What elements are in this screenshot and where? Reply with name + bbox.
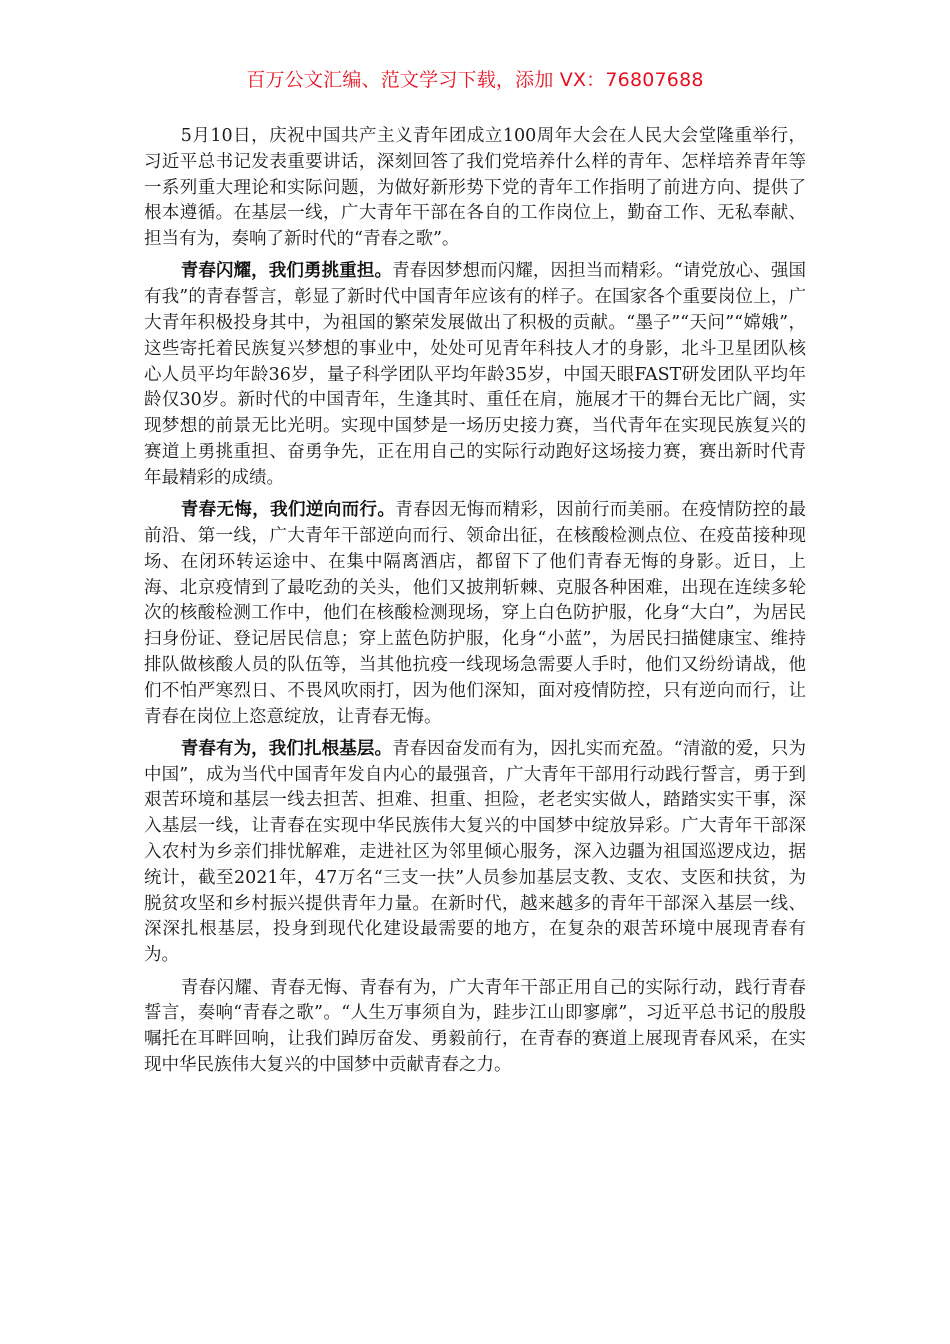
paragraph-lead: 青春无悔，我们逆向而行。 [180, 500, 396, 521]
paragraph-youth-shining [144, 259, 806, 491]
paragraph-conclusion [144, 976, 806, 1079]
document-body [144, 124, 806, 1085]
paragraph-lead: 青春闪耀，我们勇挑重担。 [180, 261, 393, 282]
paragraph-text: 青春闪耀、青春无悔、青春有为，广大青年干部正用自己的实际行动，践行青春誓言，奏响“青春之歌”。“人生万事须自为，跬步江山即寥廓”，习近平总书记的殷殷嘱托在耳畔回响，让我们踔厉奋发、勇毅前行，在青春的赛道上展现青春风采，在实现中华民族伟大复兴的中国梦中贡献青春之力。 [144, 977, 806, 1075]
paragraph-intro [144, 124, 806, 253]
paragraph-youth-grassroots [144, 737, 806, 969]
paragraph-youth-no-regrets [144, 498, 806, 730]
paragraph-text: 青春因无悔而精彩，因前行而美丽。在疫情防控的最前沿、第一线，广大青年干部逆向而行、领命出征，在核酸检测点位、在疫苗接种现场、在闭环转运途中、在集中隔离酒店，都留下了他们青春无悔的身影。近日，上海、北京疫情到了最吃劲的关头，他们又披荆斩棘、克服各种困难，出现在连续多轮次的核酸检测工作中，他们在核酸检测现场，穿上白色防护服，化身“大白”，为居民扫身份证、登记居民信息；穿上蓝色防护服，化身“小蓝”，为居民扫描健康宝、维持排队做核酸人员的队伍等，当其他抗疫一线现场急需要人手时，他们又纷纷请战，他们不怕严寒烈日、不畏风吹雨打，因为他们深知，面对疫情防控，只有逆向而行，让青春在岗位上恣意绽放，让青春无悔。 [144, 500, 806, 727]
paragraph-text: 青春因奋发而有为，因扎实而充盈。“清澈的爱，只为中国”，成为当代中国青年发自内心的最强音，广大青年干部用行动践行誓言，勇于到艰苦环境和基层一线去担苦、担难、担重、担险，老老实实做人，踏踏实实干事，深入基层一线，让青春在实现中华民族伟大复兴的中国梦中绽放异彩。广大青年干部深入农村为乡亲们排忧解难，走进社区为邻里倾心服务，深入边疆为祖国巡逻戍边，据统计，截至2021年，47万名“三支一扶”人员参加基层支教、支农、支医和扶贫，为脱贫攻坚和乡村振兴提供青年力量。在新时代，越来越多的青年干部深入基层一线、深深扎根基层，投身到现代化建设最需要的地方，在复杂的艰苦环境中展现青春有为。 [144, 738, 807, 966]
paragraph-text: 5月10日，庆祝中国共产主义青年团成立100周年大会在人民大会堂隆重举行，习近平总书记发表重要讲话，深刻回答了我们党培养什么样的青年、怎样培养青年等一系列重大理论和实际问题，为做好新形势下党的青年工作指明了前进方向、提供了根本遵循。在基层一线，广大青年干部在各自的工作岗位上，勤奋工作、无私奉献、担当有为，奏响了新时代的“青春之歌”。 [144, 126, 806, 250]
paragraph-text: 青春因梦想而闪耀，因担当而精彩。“请党放心、强国有我”的青春誓言，彰显了新时代中国青年应该有的样子。在国家各个重要岗位上，广大青年积极投身其中，为祖国的繁荣发展做出了积极的贡献。“墨子”“天问”“嫦娥”，这些寄托着民族复兴梦想的事业中，处处可见青年科技人才的身影，北斗卫星团队核心人员平均年龄36岁，量子科学团队平均年龄35岁，中国天眼FAST研发团队平均年龄仅30岁。新时代的中国青年，生逢其时、重任在肩，施展才干的舞台无比广阔，实现梦想的前景无比光明。实现中国梦是一场历史接力赛，当代青年在实现民族复兴的赛道上勇挑重担、奋勇争先，正在用自己的实际行动跑好这场接力赛，赛出新时代青年最精彩的成绩。 [144, 261, 807, 488]
paragraph-lead: 青春有为，我们扎根基层。 [180, 738, 393, 759]
watermark-header: 百万公文汇编、范文学习下载，添加 VX：76807688 [246, 69, 704, 91]
